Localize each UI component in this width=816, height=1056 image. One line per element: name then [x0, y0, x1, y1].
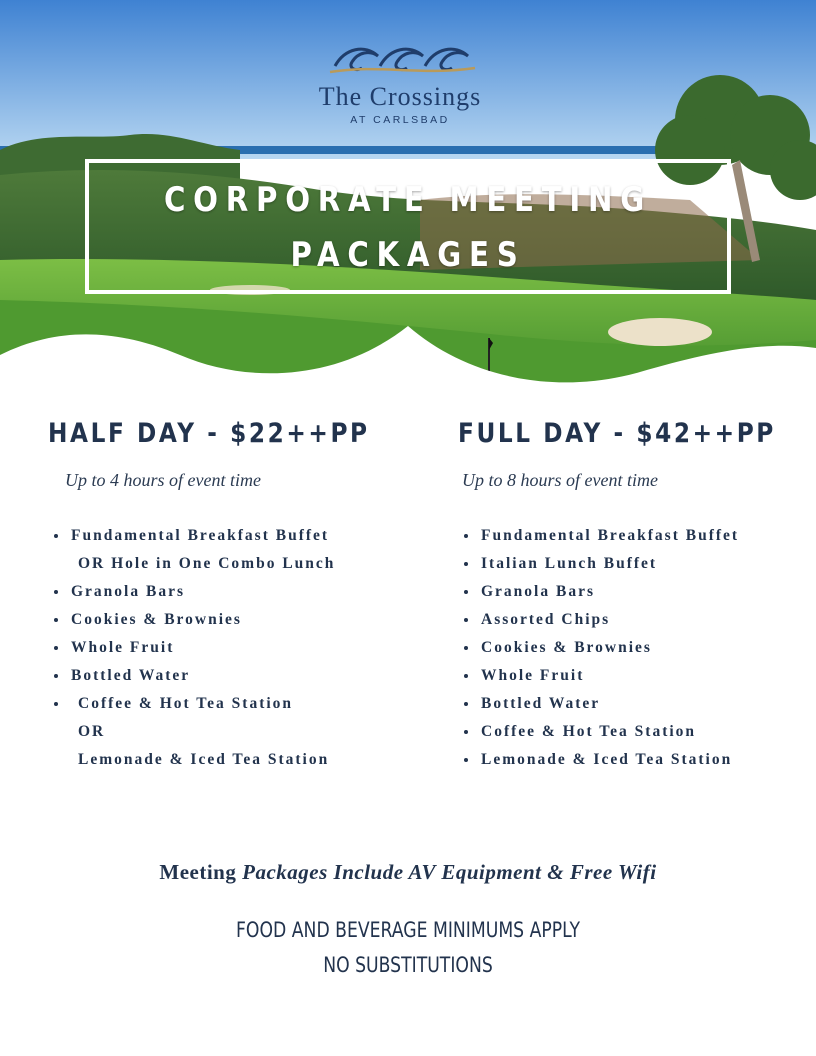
full-day-subtitle: Up to 8 hours of event time	[462, 470, 658, 490]
wave-logo-icon	[300, 38, 500, 82]
half-day-heading: HALF DAY - $22++PP	[48, 418, 370, 449]
half-day-item-list	[54, 524, 335, 776]
includes-text-italic: Packages Include AV Equipment & Free Wifi	[242, 860, 657, 884]
list-item: Cookies & Brownies	[464, 636, 739, 664]
list-item: Bottled Water	[54, 664, 335, 692]
list-item: Italian Lunch Buffet	[464, 552, 739, 580]
list-item: Whole Fruit	[54, 636, 335, 664]
list-item: Coffee & Hot Tea Station	[54, 692, 335, 720]
list-item: Lemonade & Iced Tea Station	[78, 751, 330, 768]
list-item: Whole Fruit	[464, 664, 739, 692]
list-item: Granola Bars	[464, 580, 739, 608]
minimums-note: FOOD AND BEVERAGE MINIMUMS APPLY	[236, 918, 580, 942]
full-day-package	[458, 418, 816, 768]
list-item: Bottled Water	[464, 692, 739, 720]
includes-text-plain: Meeting	[159, 860, 237, 884]
page-title-line1: CORPORATE MEETING	[163, 180, 653, 220]
logo-subtitle: AT CARLSBAD	[350, 114, 450, 126]
list-item: OR Hole in One Combo Lunch	[78, 555, 336, 572]
substitutions-note: NO SUBSTITUTIONS	[323, 953, 493, 977]
hero-banner	[0, 0, 816, 400]
logo-wordmark: The Crossings	[318, 82, 482, 111]
list-item: Lemonade & Iced Tea Station	[464, 748, 739, 776]
half-day-package	[48, 418, 418, 768]
list-item: Fundamental Breakfast Buffet	[54, 524, 335, 552]
half-day-subtitle: Up to 4 hours of event time	[65, 470, 261, 490]
crossings-logo	[300, 38, 500, 128]
list-item: Cookies & Brownies	[54, 608, 335, 636]
page-title-line2: PACKAGES	[290, 235, 526, 275]
includes-statement	[0, 860, 816, 885]
list-item: Granola Bars	[54, 580, 335, 608]
list-item: Coffee & Hot Tea Station	[464, 720, 739, 748]
full-day-item-list	[464, 524, 739, 776]
list-item: OR	[78, 723, 106, 740]
list-item: Fundamental Breakfast Buffet	[464, 524, 739, 552]
title-frame	[85, 159, 731, 294]
full-day-heading: FULL DAY - $42++PP	[458, 418, 776, 449]
list-item: Assorted Chips	[464, 608, 739, 636]
